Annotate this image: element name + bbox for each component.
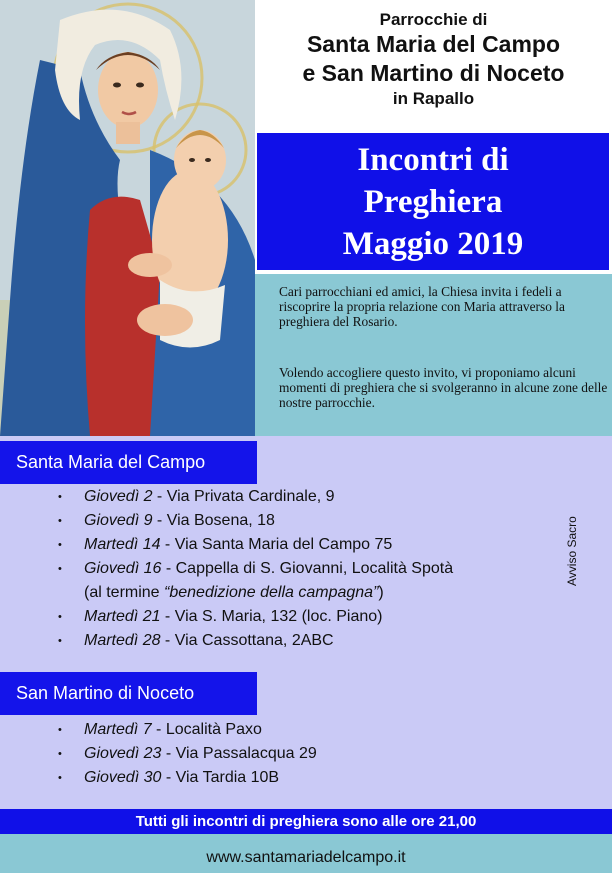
header-location: in Rapallo — [392, 89, 475, 108]
time-notice: Tutti gli incontri di preghiera sono alle ore 21,00 — [0, 809, 612, 834]
intro-text — [255, 274, 612, 436]
section-label-santa-maria: Santa Maria del Campo — [0, 441, 257, 484]
bullet-icon: • — [58, 748, 62, 760]
event-day: Giovedì 23 — [84, 745, 162, 762]
website-link[interactable]: www.santamariadelcampo.it — [0, 834, 612, 873]
section-label-san-martino: San Martino di Noceto — [0, 672, 257, 715]
event-item: • Martedì 21 - Via S. Maria, 132 (loc. Piano) — [58, 605, 383, 629]
event-item: • Giovedì 23 - Via Passalacqua 29 — [58, 742, 317, 766]
title-line3: Maggio 2019 — [342, 226, 524, 262]
bullet-icon: • — [58, 515, 62, 527]
title-line2: Preghiera — [363, 184, 503, 220]
intro-paragraph-1: Cari parrocchiani ed amici, la Chiesa invita i fedeli a riscoprire la propria relazione con Maria attraverso la preghiera del Rosario. — [279, 284, 565, 329]
bullet-icon: • — [58, 563, 62, 575]
event-day: Martedì 14 — [84, 536, 161, 553]
event-place: Via Bosena, 18 — [166, 512, 275, 529]
event-place: Via S. Maria, 132 (loc. Piano) — [174, 608, 383, 625]
parish-name-line2: e San Martino di Noceto — [302, 60, 565, 86]
header-pre: Parrocchie di — [379, 10, 488, 29]
bullet-icon: • — [58, 539, 62, 551]
event-item: • Giovedì 2 - Via Privata Cardinale, 9 — [58, 485, 335, 509]
note-italic: “benedizione della campagna” — [164, 584, 379, 601]
bullet-icon: • — [58, 772, 62, 784]
event-title — [257, 133, 609, 270]
title-box — [255, 129, 612, 274]
event-item: • Martedì 7 - Località Paxo — [58, 718, 262, 742]
bullet-icon: • — [58, 491, 62, 503]
parish-name-line1: Santa Maria del Campo — [306, 31, 561, 57]
event-item: • Martedì 14 - Via Santa Maria del Campo 75 — [58, 533, 392, 557]
event-item: • Giovedì 30 - Via Tardia 10B — [58, 766, 279, 790]
bullet-icon: • — [58, 724, 62, 736]
event-day: Giovedì 9 — [84, 512, 153, 529]
event-item: • Martedì 28 - Via Cassottana, 2ABC — [58, 629, 334, 653]
event-day: Martedì 21 — [84, 608, 161, 625]
event-day: Martedì 28 — [84, 632, 161, 649]
event-place: Via Privata Cardinale, 9 — [166, 488, 335, 505]
event-note: (al termine “benedizione della campagna”) — [84, 584, 384, 601]
intro-paragraph-2: Volendo accogliere questo invito, vi proponiamo alcuni momenti di preghiera che si svolgeranno in alcune zone delle nostre parrocchie. — [279, 365, 608, 410]
event-day: Martedì 7 — [84, 721, 152, 738]
event-place: Cappella di S. Giovanni, Località Spotà — [175, 560, 454, 577]
event-place: Località Paxo — [165, 721, 262, 738]
bullet-icon: • — [58, 635, 62, 647]
event-day: Giovedì 16 — [84, 560, 162, 577]
bullet-icon: • — [58, 611, 62, 623]
event-day: Giovedì 2 — [84, 488, 153, 505]
side-label: Avviso Sacro — [565, 516, 579, 586]
event-place: Via Santa Maria del Campo 75 — [174, 536, 393, 553]
event-item: • Giovedì 9 - Via Bosena, 18 — [58, 509, 275, 533]
event-day: Giovedì 30 — [84, 769, 162, 786]
title-line1: Incontri di — [357, 142, 509, 178]
event-place: Via Passalacqua 29 — [175, 745, 317, 762]
parish-header — [255, 0, 612, 129]
event-item: • Giovedì 16 - Cappella di S. Giovanni, Località Spotà — [58, 557, 453, 581]
event-place: Via Tardia 10B — [175, 769, 280, 786]
madonna-and-child-image — [0, 0, 255, 436]
event-place: Via Cassottana, 2ABC — [174, 632, 334, 649]
